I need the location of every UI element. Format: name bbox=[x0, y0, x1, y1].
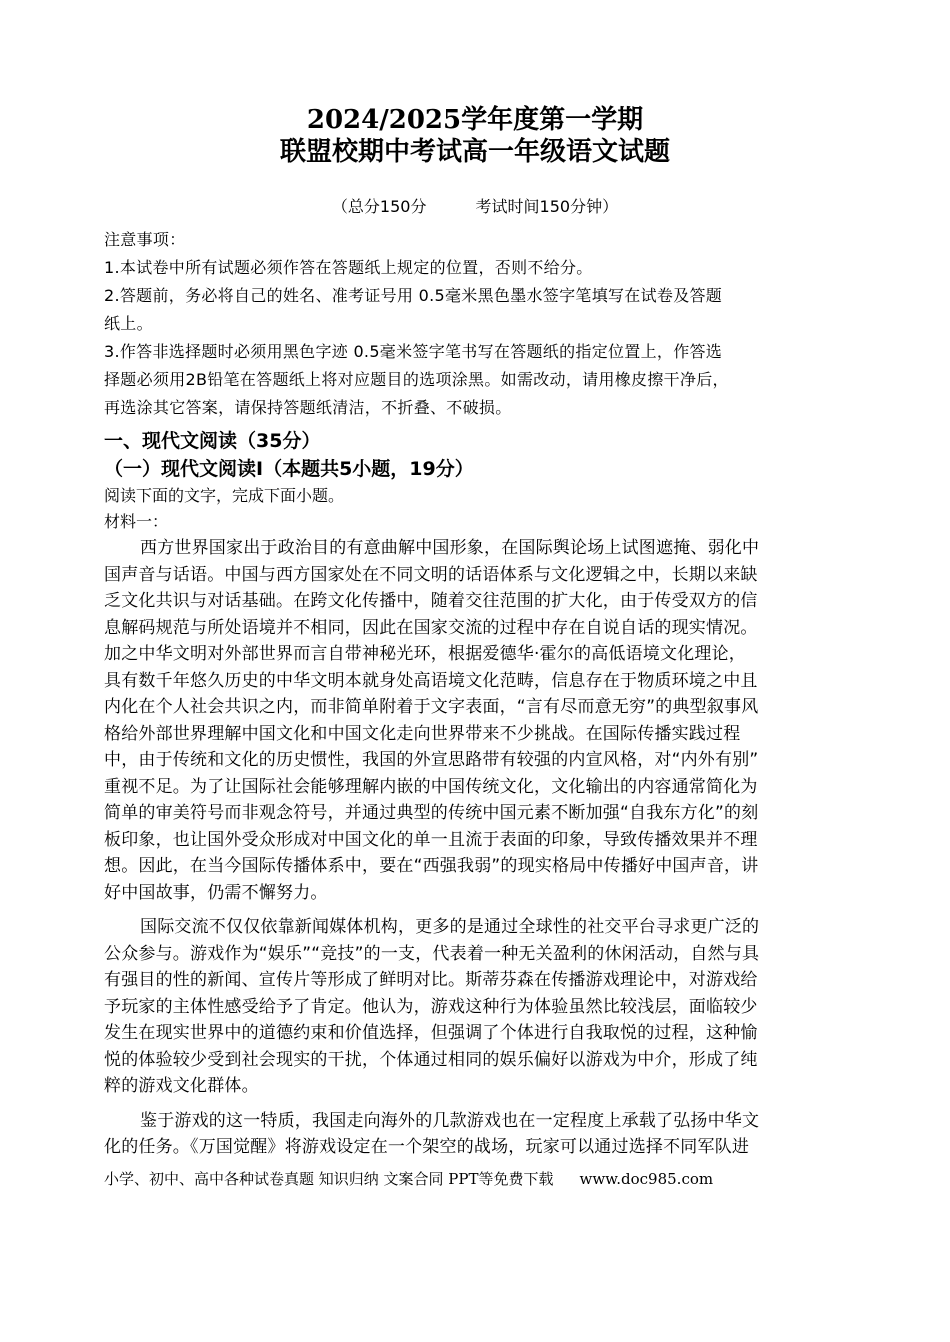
exam-info bbox=[0, 196, 950, 218]
page-footer bbox=[104, 1168, 834, 1190]
passage-line: 简单的审美符号而非观念符号，并通过典型的传统中国元素不断加强“自我东方化”的刻 bbox=[104, 803, 759, 823]
passage bbox=[104, 535, 834, 1161]
notice-label: 注意事项： bbox=[104, 230, 186, 249]
passage-line: 化的任务。《万国觉醒》将游戏设定在一个架空的战场，玩家可以通过选择不同军队进 bbox=[104, 1137, 750, 1157]
reading-instruction: 阅读下面的文字，完成下面小题。 bbox=[104, 486, 345, 505]
notice-line: 纸上。 bbox=[104, 314, 153, 333]
passage-line: 具有数千年悠久历史的中华文明本就身处高语境文化范畴，信息存在于物质环境之中且 bbox=[104, 670, 758, 691]
passage-line: 息解码规范与所处语境并不相同，因此在国家交流的过程中存在自说自话的现实情况。 bbox=[104, 617, 758, 638]
passage-line: 中，由于传统和文化的历史惯性，我国的外宣思路带有较强的内宣风格，对“内外有别” bbox=[104, 750, 759, 770]
section-heading: 一、现代文阅读（35分） bbox=[104, 430, 321, 452]
exam-title-line2: 联盟校期中考试高一年级语文试题 bbox=[279, 137, 670, 167]
passage-line: 粹的游戏文化群体。 bbox=[104, 1076, 259, 1096]
passage-line: 国声音与话语。中国与西方国家处在不同文明的话语体系与文化逻辑之中，长期以来缺 bbox=[104, 564, 758, 585]
notice-block bbox=[104, 226, 834, 422]
passage-line: 内化在个人社会共识之内，而非简单附着于文字表面，“言有尽而意无穷”的典型叙事风 bbox=[104, 697, 759, 717]
total-score: （总分150分 bbox=[331, 197, 427, 216]
notice-line: 1.本试卷中所有试题必须作答在答题纸上规定的位置，否则不给分。 bbox=[104, 258, 593, 277]
section-subheading: （一）现代文阅读Ⅰ（本题共5小题，19分） bbox=[104, 458, 474, 480]
passage-line: 格给外部世界理解中国文化和中国文化走向世界带来不少挑战。在国际传播实践过程 bbox=[104, 723, 741, 744]
footer-text: 小学、初中、高中各种试卷真题 知识归纳 文案合同 PPT等免费下载 bbox=[104, 1170, 554, 1188]
notice-line: 择题必须用2B铅笔在答题纸上将对应题目的选项涂黑。如需改动，请用橡皮擦干净后， bbox=[104, 370, 729, 389]
exam-title-line1: 2024/2025学年度第一学期 bbox=[306, 105, 644, 135]
footer-url: www.doc985.com bbox=[579, 1170, 714, 1188]
passage-line: 国际交流不仅仅依靠新闻媒体机构，更多的是通过全球性的社交平台寻求更广泛的 bbox=[140, 917, 760, 937]
passage-line: 有强目的性的新闻、宣传片等形成了鲜明对比。斯蒂芬森在传播游戏理论中，对游戏给 bbox=[104, 970, 758, 990]
passage-line: 想。因此，在当今国际传播体系中，要在“西强我弱”的现实格局中传播好中国声音，讲 bbox=[104, 856, 759, 876]
passage-line: 予玩家的主体性感受给予了肯定。他认为，游戏这种行为体验虽然比较浅层，面临较少 bbox=[104, 996, 758, 1017]
passage-line: 乏文化共识与对话基础。在跨文化传播中，随着交往范围的扩大化，由于传受双方的信 bbox=[104, 591, 758, 611]
passage-line: 好中国故事，仍需不懈努力。 bbox=[104, 882, 328, 903]
notice-line: 再选涂其它答案，请保持答题纸清洁，不折叠、不破损。 bbox=[104, 398, 512, 417]
paragraph-gap bbox=[104, 1100, 834, 1108]
paragraph-gap bbox=[104, 906, 834, 914]
passage-line: 鉴于游戏的这一特质，我国走向海外的几款游戏也在一定程度上承载了弘扬中华文 bbox=[140, 1110, 760, 1131]
passage-line: 发生在现实世界中的道德约束和价值选择，但强调了个体进行自我取悦的过程，这种愉 bbox=[104, 1023, 758, 1043]
passage-line: 重视不足。为了让国际社会能够理解内嵌的中国传统文化，文化输出的内容通常简化为 bbox=[104, 776, 758, 797]
passage-line: 板印象，也让国外受众形成对中国文化的单一且流于表面的印象，导致传播效果并不理 bbox=[104, 829, 758, 850]
passage-line: 悦的体验较少受到社会现实的干扰，个体通过相同的娱乐偏好以游戏为中介，形成了纯 bbox=[104, 1049, 758, 1070]
material-label: 材料一： bbox=[104, 512, 169, 531]
passage-line: 西方世界国家出于政治目的有意曲解中国形象，在国际舆论场上试图遮掩、弱化中 bbox=[140, 538, 760, 558]
exam-time: 考试时间150分钟） bbox=[475, 197, 619, 216]
passage-line: 加之中华文明对外部世界而言自带神秘光环，根据爱德华·霍尔的高低语境文化理论， bbox=[104, 644, 747, 664]
notice-line: 2.答题前，务必将自己的姓名、准考证号用 0.5毫米黑色墨水签字笔填写在试卷及答题 bbox=[104, 286, 723, 305]
notice-line: 3.作答非选择题时必须用黑色字迹 0.5毫米签字笔书写在答题纸的指定位置上，作答选 bbox=[104, 342, 723, 361]
passage-line: 公众参与。游戏作为“娱乐”“竞技”的一支，代表着一种无关盈利的休闲活动，自然与具 bbox=[104, 943, 760, 964]
